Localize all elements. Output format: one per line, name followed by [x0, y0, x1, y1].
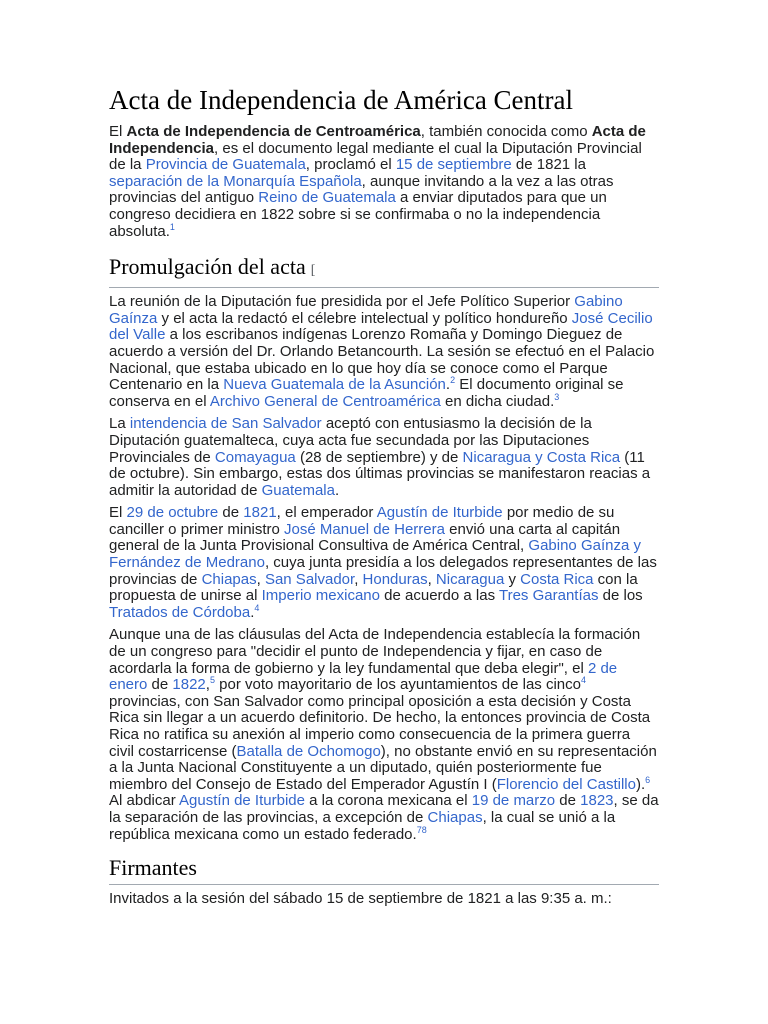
- text-run: , también conocida como: [420, 123, 592, 140]
- wiki-link[interactable]: Agustín de Iturbide: [179, 792, 305, 810]
- section-heading-text: Promulgación del acta: [109, 254, 306, 280]
- wiki-link[interactable]: Chiapas: [427, 808, 483, 826]
- text-run: de 1821 la: [511, 156, 586, 174]
- text-run: en dicha ciudad.: [440, 392, 555, 410]
- wiki-link[interactable]: José Cecilio del Valle: [109, 309, 653, 344]
- text-run: ,: [205, 676, 210, 694]
- wiki-link[interactable]: Imperio mexicano: [261, 587, 380, 605]
- wiki-link[interactable]: intendencia de San Salvador: [129, 415, 322, 433]
- footnote-ref[interactable]: 78: [416, 824, 427, 835]
- text-run: de los: [598, 587, 643, 605]
- wiki-link[interactable]: Agustín de Iturbide: [376, 504, 503, 522]
- wiki-link[interactable]: Tratados de Córdoba: [109, 603, 251, 621]
- paragraph: [109, 294, 659, 410]
- wiki-link[interactable]: Nueva Guatemala de la Asunción: [223, 376, 446, 394]
- text-run: , proclamó el: [305, 156, 396, 174]
- footnote-ref[interactable]: 2: [450, 375, 456, 386]
- text-run: El: [109, 123, 127, 140]
- wiki-link[interactable]: Nicaragua: [435, 570, 505, 588]
- section-promulgacion: [109, 253, 659, 843]
- text-run: La reunión de la Diputación fue presidida por el Jefe Político Superior: [109, 293, 575, 311]
- text-run: , la cual se unió a la república mexicana como un estado federado.: [109, 808, 616, 843]
- text-run: ), no obstante envió en su representación a la Junta Nacional Constituyente a un diputado, quién posteriormente fue miembro del Consejo de Estado del Emperador Agustín I (: [109, 742, 657, 793]
- text-run: y el acta la redactó el célebre intelectual y político hondureño: [157, 309, 572, 327]
- section-heading: [109, 253, 659, 288]
- text-run: a los escribanos indígenas Lorenzo Romaña y Domingo Dieguez de acuerdo a versión del Dr. Orlando Betancourth. La sesión se efectuó en el Palacio Nacional, que estaba ubicado en lo que hoy día se conoce como el Parque Centenario en la: [109, 326, 655, 394]
- wiki-link[interactable]: 1822: [172, 676, 206, 694]
- wiki-link[interactable]: Archivo General de Centroamérica: [209, 392, 441, 410]
- text-run: a la corona mexicana el: [304, 792, 472, 810]
- footnote-ref[interactable]: 4: [581, 675, 587, 686]
- text-run: La: [109, 415, 130, 433]
- text-run: , se da la separación de las provincias, a excepción de: [109, 792, 659, 826]
- text-run: de: [147, 676, 173, 694]
- text-run: (28 de septiembre) y de: [295, 448, 463, 466]
- wiki-link[interactable]: separación de la Monarquía Española: [109, 172, 362, 190]
- wiki-link[interactable]: Guatemala: [261, 481, 335, 499]
- text-run: Aunque una de las cláusulas del Acta de Independencia establecía la formación de un congreso para "decidir el punto de Independencia y fijar, en caso de acordarla la forma de gobierno y la ley fundamental que deba elegir", el: [109, 626, 641, 677]
- text-run: , el emperador: [276, 504, 377, 522]
- text-run: .: [445, 376, 451, 394]
- text-run: El documento original se conserva en el: [109, 376, 624, 410]
- wiki-link[interactable]: Batalla de Ochomogo: [236, 742, 381, 760]
- wiki-link[interactable]: Costa Rica: [520, 570, 594, 588]
- wiki-link[interactable]: Comayagua: [214, 448, 296, 466]
- text-run: ).: [635, 775, 646, 793]
- text-run: El: [109, 504, 127, 522]
- wiki-link[interactable]: 15 de septiembre: [395, 156, 512, 174]
- text-run: envió una carta al capitán general de la Junta Provisional Consultiva de América Central,: [109, 520, 621, 555]
- text-run: , cuya junta presidía a los delegados representantes de las provincias de: [109, 554, 657, 588]
- text-run: , es el documento legal mediante el cual la Diputación Provincial de la: [109, 139, 642, 174]
- bold-term: Acta de Independencia de Centroamérica: [126, 123, 421, 140]
- wiki-link[interactable]: Chiapas: [201, 570, 257, 588]
- text-run: de: [555, 792, 581, 810]
- wiki-link[interactable]: Gabino Gaínza: [109, 293, 623, 327]
- wiki-link[interactable]: 29 de octubre: [126, 504, 219, 522]
- wiki-link[interactable]: Gabino Gaínza y Fernández de Medrano: [109, 537, 641, 572]
- paragraph: [109, 505, 659, 621]
- text-run: ,: [427, 570, 436, 588]
- text-run: por medio de su canciller o primer ministro: [109, 504, 615, 538]
- paragraph: [109, 627, 659, 843]
- page-title: Acta de Independencia de América Central: [109, 85, 574, 115]
- section-heading: Firmantes: [109, 854, 659, 885]
- text-run: , aunque invitando a la vez a las otras provincias del antiguo: [109, 172, 614, 207]
- wiki-link[interactable]: Reino de Guatemala: [258, 189, 396, 207]
- wiki-link[interactable]: 1821: [243, 504, 277, 522]
- footnote-ref[interactable]: 5: [209, 675, 215, 686]
- wiki-link[interactable]: 2 de enero: [109, 659, 618, 694]
- wiki-link[interactable]: Florencio del Castillo: [496, 775, 636, 793]
- edit-bracket[interactable]: [: [310, 263, 316, 279]
- paragraph: [109, 416, 659, 499]
- text-run: con la propuesta de unirse al: [109, 570, 638, 605]
- text-run: de acuerdo a las: [380, 587, 499, 605]
- section-firmantes: [109, 854, 659, 908]
- footnote-ref[interactable]: 1: [169, 221, 175, 232]
- footnote-ref[interactable]: 6: [645, 774, 651, 785]
- paragraph: [109, 891, 659, 908]
- wiki-link[interactable]: Nicaragua y Costa Rica: [462, 448, 621, 466]
- text-run: por voto mayoritario de los ayuntamientos de las cinco: [214, 676, 581, 694]
- text-run: ,: [354, 570, 363, 588]
- article: [109, 82, 659, 914]
- wiki-link[interactable]: San Salvador: [264, 570, 355, 588]
- text-run: .: [250, 603, 255, 621]
- text-run: ,: [256, 570, 265, 588]
- wiki-link[interactable]: Tres Garantías: [498, 587, 599, 605]
- intro-paragraph: [109, 124, 659, 240]
- footnote-ref[interactable]: 4: [254, 602, 260, 613]
- wiki-link[interactable]: Honduras: [362, 570, 428, 588]
- text-run: de: [218, 504, 244, 522]
- wiki-link[interactable]: 1823: [580, 792, 614, 810]
- wiki-link[interactable]: Provincia de Guatemala: [145, 156, 306, 174]
- text-run: (11 de octubre). Sin embargo, estas dos últimas provincias se manifestaron reacias a admitir la autoridad de: [109, 448, 651, 499]
- wiki-link[interactable]: José Manuel de Herrera: [284, 520, 445, 538]
- text-run: Invitados a la sesión del sábado 15 de septiembre de 1821 a las 9:35 a. m.:: [109, 890, 612, 908]
- wiki-link[interactable]: 19 de marzo: [471, 792, 556, 810]
- footnote-ref[interactable]: 3: [554, 391, 560, 402]
- bold-term: Acta de Independencia: [109, 123, 646, 157]
- text-run: .: [334, 481, 340, 499]
- text-run: provincias, con San Salvador como principal oposición a esta decisión y Costa Rica sin llegar a un acuerdo definitorio. De hecho, la entonces provincia de Costa Rica no ratifica su anexión al imperio como consecuencia de la primera guerra civil costarricense (: [109, 692, 651, 760]
- text-run: a enviar diputados para que un congreso decidiera en 1822 sobre si se confirmaba o no la independencia absoluta.: [109, 189, 607, 240]
- text-run: y: [504, 570, 521, 588]
- text-run: aceptó con entusiasmo la decisión de la Diputación guatemalteca, cuya acta fue secundada por las Diputaciones Provinciales de: [109, 415, 592, 466]
- text-run: Al abdicar: [109, 792, 180, 810]
